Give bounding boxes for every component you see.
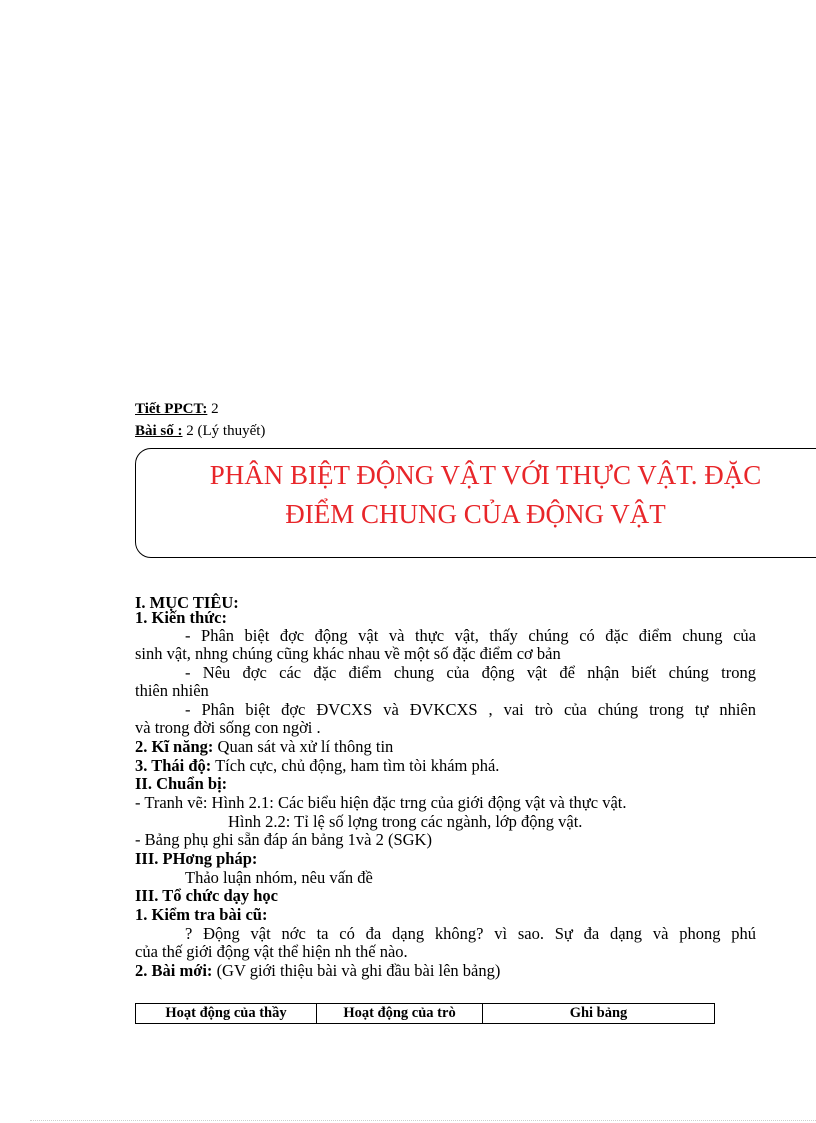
preparation-line-2: Hình 2.2: Tỉ lệ số lợng trong các ngành, lớp động vật. bbox=[228, 812, 583, 831]
col-student-activity: Hoạt động của trò bbox=[317, 1004, 483, 1024]
review-heading: 1. Kiểm tra bài cũ: bbox=[135, 905, 268, 924]
knowledge-heading: 1. Kiến thức: bbox=[135, 608, 227, 627]
lesson-number-value: 2 bbox=[207, 401, 219, 417]
lesson-value: 2 (Lý thuyết) bbox=[182, 423, 266, 439]
methods-heading: III. PHơng pháp: bbox=[135, 849, 258, 868]
knowledge-item-3b: và trong đời sống con ngời . bbox=[135, 718, 321, 737]
preparation-line-3: - Bảng phụ ghi sẵn đáp án bảng 1và 2 (SGK) bbox=[135, 830, 432, 849]
lesson-number-label: Tiết PPCT: bbox=[135, 401, 208, 417]
attitude-heading: 3. Thái độ: bbox=[135, 756, 212, 775]
knowledge-item-1b: sinh vật, nhng chúng cũng khác nhau về một số đặc điểm cơ bản bbox=[135, 644, 561, 663]
new-lesson-heading: 2. Bài mới: bbox=[135, 961, 213, 980]
page-bottom-divider bbox=[30, 1120, 816, 1121]
preparation-line-1: - Tranh vẽ: Hình 2.1: Các biểu hiện đặc trng của giới động vật và thực vật. bbox=[135, 793, 627, 812]
knowledge-item-2a: - Nêu đợc các đặc điểm chung của động vật để nhận biết chúng trong bbox=[185, 663, 756, 682]
col-board-notes: Ghi bảng bbox=[483, 1004, 715, 1024]
lesson-number bbox=[135, 400, 219, 418]
knowledge-item-3a: - Phân biệt đợc ĐVCXS và ĐVKCXS , vai trò của chúng trong tự nhiên bbox=[185, 700, 756, 719]
review-question-2: của thế giới động vật thể hiện nh thế nào. bbox=[135, 942, 408, 961]
title-line-1: PHÂN BIỆT ĐỘNG VẬT VỚI THỰC VẬT. ĐẶC bbox=[209, 460, 762, 490]
section-objectives-heading: I. MỤC TIÊU: bbox=[135, 593, 239, 612]
title-line-2: ĐIỂM CHUNG CỦA ĐỘNG VẬT bbox=[285, 499, 666, 529]
organization-heading: III. Tổ chức dạy học bbox=[135, 886, 278, 905]
attitude-text: Tích cực, chủ động, ham tìm tòi khám phá. bbox=[211, 756, 500, 775]
skills-line bbox=[135, 738, 393, 756]
new-lesson-line bbox=[135, 962, 500, 980]
col-teacher-activity: Hoạt động của thầy bbox=[136, 1004, 317, 1024]
new-lesson-text: (GV giới thiệu bài và ghi đầu bài lên bảng) bbox=[212, 961, 501, 980]
lesson-label: Bài số : bbox=[135, 423, 183, 439]
table-header-row bbox=[136, 1004, 715, 1024]
attitude-line bbox=[135, 757, 499, 775]
review-question-1: ? Động vật nớc ta có đa dạng không? vì sao. Sự đa dạng và phong phú bbox=[185, 924, 756, 943]
methods-text: Thảo luận nhóm, nêu vấn đề bbox=[185, 868, 373, 887]
activity-table bbox=[135, 1003, 715, 1024]
skills-text: Quan sát và xử lí thông tin bbox=[213, 737, 394, 756]
skills-heading: 2. Kĩ năng: bbox=[135, 737, 214, 756]
page-title bbox=[135, 456, 816, 534]
preparation-heading: II. Chuẩn bị: bbox=[135, 774, 228, 793]
knowledge-item-1a: - Phân biệt đợc động vật và thực vật, thấy chúng có đặc điểm chung của bbox=[185, 626, 756, 645]
knowledge-item-2b: thiên nhiên bbox=[135, 681, 209, 700]
lesson-title-meta bbox=[135, 422, 265, 440]
